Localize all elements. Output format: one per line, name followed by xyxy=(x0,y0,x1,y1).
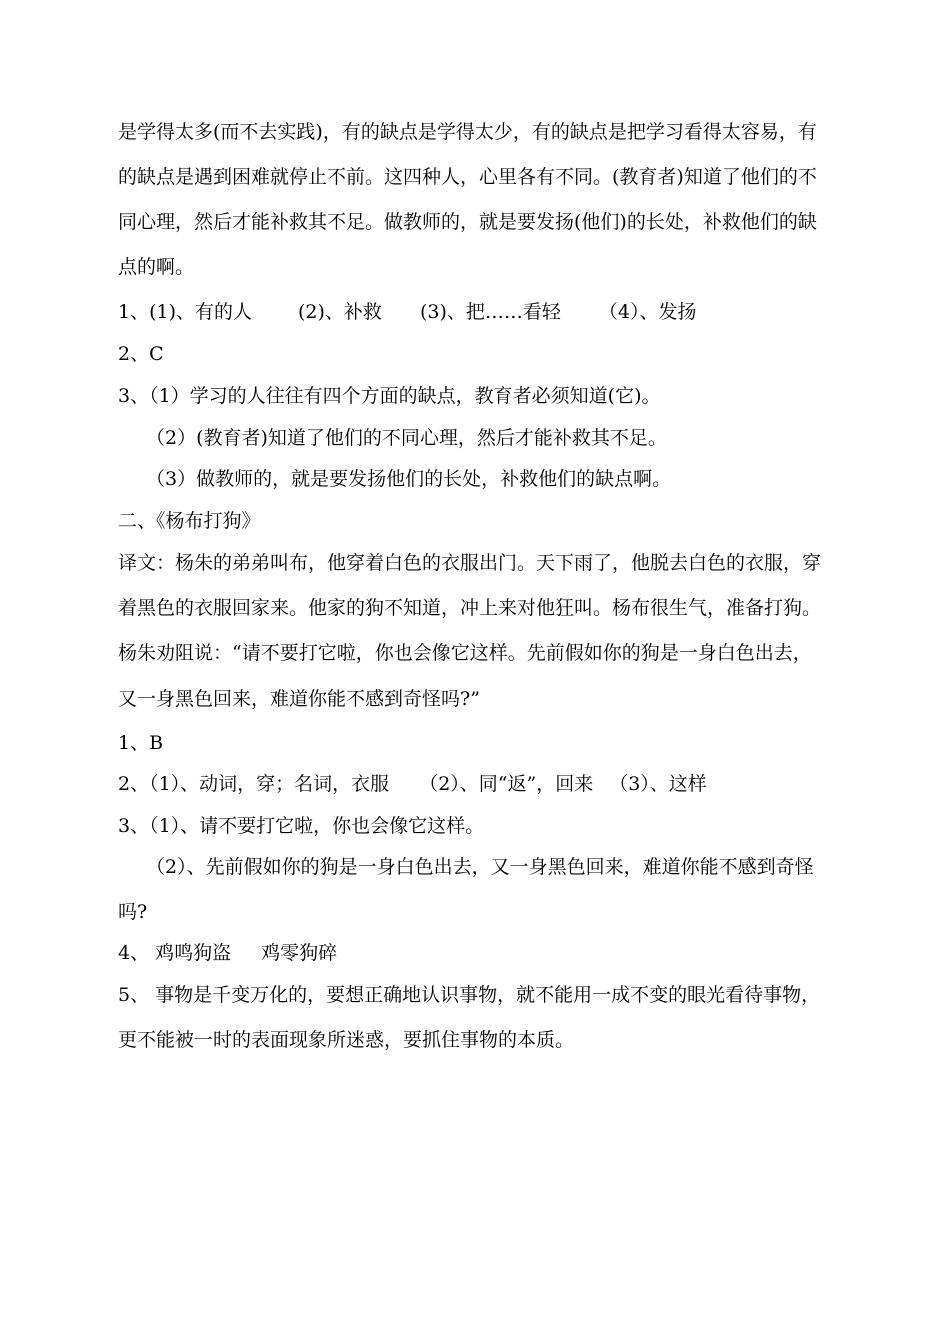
answer-3-line-c: （3）做教师的，就是要发扬他们的长处，补救他们的缺点啊。 xyxy=(146,468,672,490)
answer-1-part-c: (3)、把……看轻 xyxy=(419,301,561,323)
s2-answer-3-line-c: 吗? xyxy=(118,901,148,923)
s2-answer-2-part-b: （2）、同“返”，回来 xyxy=(419,773,594,795)
answer-3-line-b: （2）(教育者)知道了他们的不同心理，然后才能补救其不足。 xyxy=(146,427,667,449)
s2-answer-3-line-a: 3、（1）、请不要打它啦，你也会像它这样。 xyxy=(118,815,485,837)
s2-answer-2-part-c: （3）、这样 xyxy=(609,773,707,795)
answer-1-part-a: 1、(1)、有的人 xyxy=(118,301,253,323)
s2-answer-3-line-b: （2）、先前假如你的狗是一身白色出去，又一身黑色回来，难道你能不感到奇怪 xyxy=(146,856,814,878)
s2-answer-4-part-a: 4、 鸡鸣狗盗 xyxy=(118,942,232,964)
section-2-heading: 二、《杨布打狗》 xyxy=(118,510,261,532)
passage-line-3: 同心理，然后才能补救其不足。做教师的，就是要发扬(他们)的长处，补救他们的缺 xyxy=(118,211,817,233)
answer-3-line-a: 3、（1）学习的人往往有四个方面的缺点，教育者必须知道(它)。 xyxy=(118,385,661,407)
s2-answer-2-part-a: 2、（1）、动词，穿；名词，衣服 xyxy=(118,773,390,795)
s2-answer-1-line: 1、B xyxy=(118,732,164,754)
passage-line-2: 的缺点是遇到困难就停止不前。这四种人，心里各有不同。(教育者)知道了他们的不 xyxy=(118,166,817,188)
answer-1-part-b: (2)、补救 xyxy=(298,301,382,323)
s2-answer-2-line xyxy=(118,772,707,796)
translation-line-1: 译文：杨朱的弟弟叫布，他穿着白色的衣服出门。天下雨了，他脱去白色的衣服，穿 xyxy=(118,552,822,574)
translation-line-4: 又一身黑色回来，难道你能不感到奇怪吗?” xyxy=(118,688,480,710)
passage-line-4: 点的啊。 xyxy=(118,256,195,278)
s2-answer-4-line xyxy=(118,941,337,965)
s2-answer-4-part-b: 鸡零狗碎 xyxy=(261,942,338,964)
answer-1-part-d: （4）、发扬 xyxy=(598,301,697,323)
translation-line-3: 杨朱劝阻说：“请不要打它啦，你也会像它这样。先前假如你的狗是一身白色出去， xyxy=(118,642,812,664)
translation-line-2: 着黑色的衣服回家来。他家的狗不知道，冲上来对他狂叫。杨布很生气，准备打狗。 xyxy=(118,597,822,619)
passage-line-1: 是学得太多(而不去实践)，有的缺点是学得太少，有的缺点是把学习看得太容易，有 xyxy=(118,121,817,143)
s2-answer-5-line-a: 5、 事物是千变万化的，要想正确地认识事物，就不能用一成不变的眼光看待事物， xyxy=(118,984,821,1006)
answer-2-line: 2、C xyxy=(118,343,164,365)
s2-answer-5-line-b: 更不能被一时的表面现象所迷惑，要抓住事物的本质。 xyxy=(118,1029,575,1051)
answer-1-line xyxy=(118,300,696,324)
